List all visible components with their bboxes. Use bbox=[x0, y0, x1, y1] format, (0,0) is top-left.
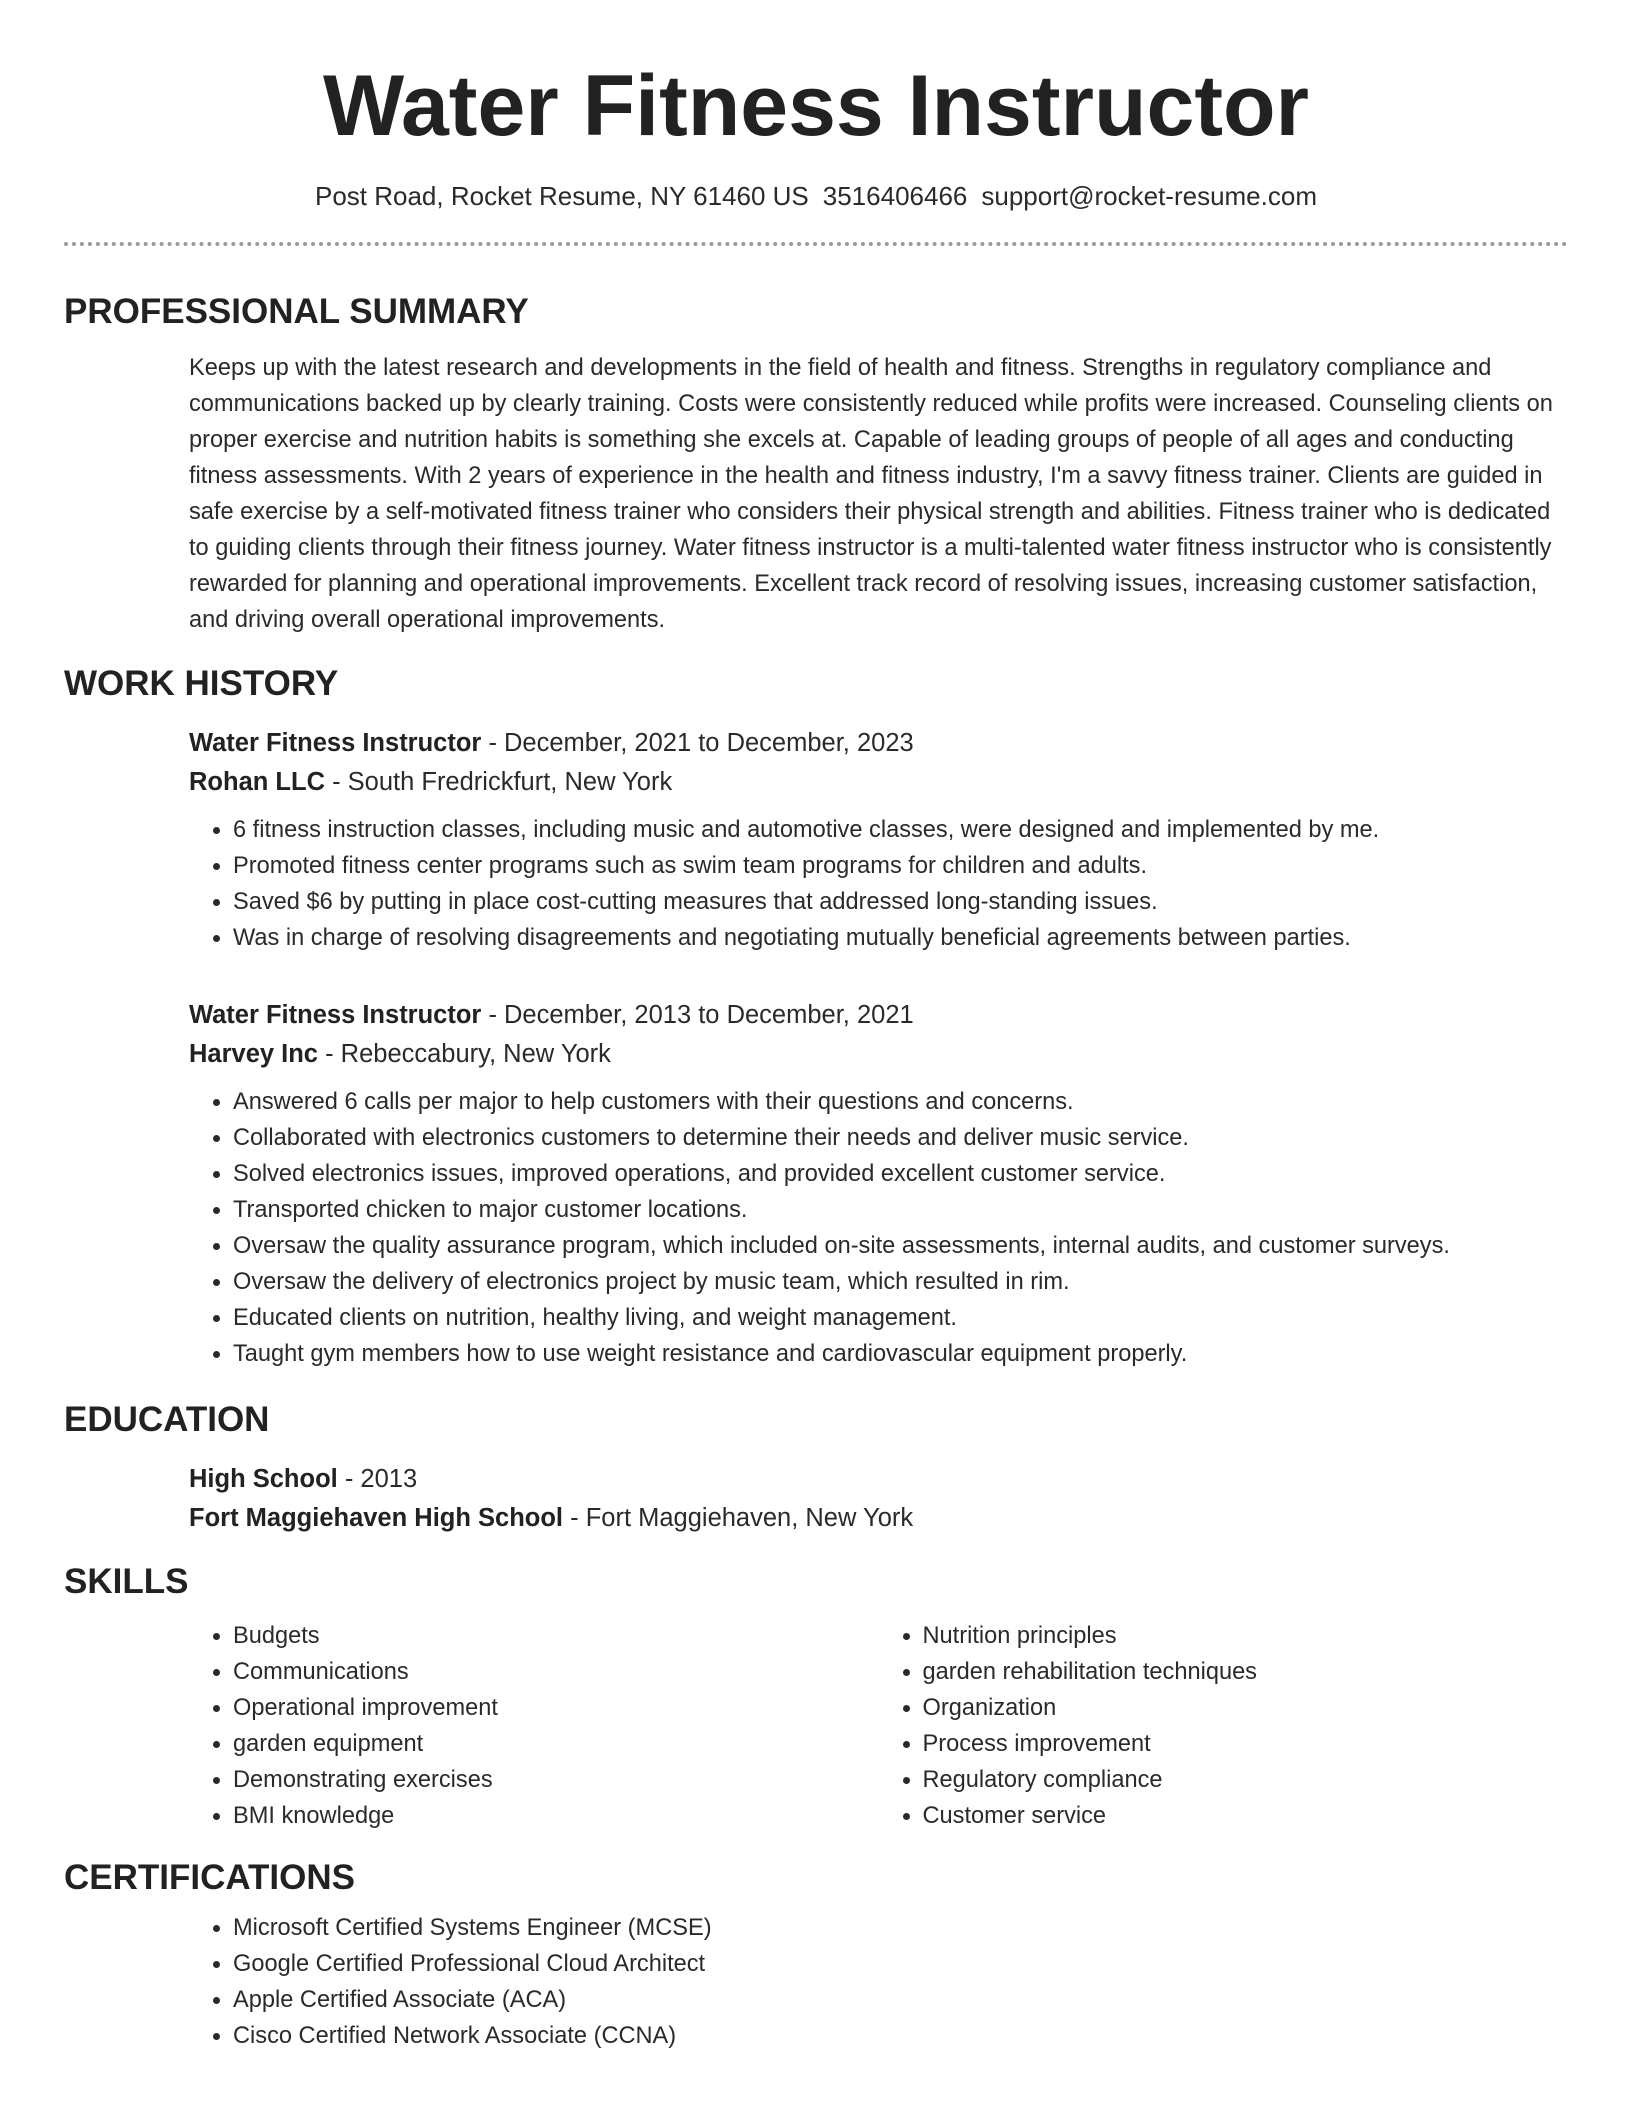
certification-item: • Cisco Certified Network Associate (CCNA) bbox=[233, 2018, 1568, 2054]
job-dates: - December, 2021 to December, 2023 bbox=[481, 729, 914, 757]
job-bullet: • Answered 6 calls per major to help customers with their questions and concerns. bbox=[233, 1084, 1568, 1120]
job-dates: - December, 2013 to December, 2021 bbox=[481, 1001, 914, 1029]
candidate-name: Water Fitness Instructor bbox=[323, 58, 1309, 154]
skill-item: • Process improvement bbox=[923, 1726, 1569, 1762]
skills-section bbox=[64, 1560, 1568, 1834]
job-bullet: • Transported chicken to major customer locations. bbox=[233, 1192, 1568, 1228]
certification-item: • Apple Certified Associate (ACA) bbox=[233, 1982, 1568, 2018]
certifications-list bbox=[189, 1910, 1568, 2054]
skill-item: • Communications bbox=[233, 1654, 879, 1690]
certification-item: • Google Certified Professional Cloud Architect bbox=[233, 1946, 1568, 1982]
job-bullet: • Taught gym members how to use weight resistance and cardiovascular equipment properly. bbox=[233, 1336, 1568, 1372]
certification-item: • Microsoft Certified Systems Engineer (MCSE) bbox=[233, 1910, 1568, 1946]
job-bullets bbox=[189, 812, 1568, 956]
certifications-section bbox=[64, 1856, 1568, 2054]
job-position: Water Fitness Instructor bbox=[189, 1001, 482, 1029]
job-bullet: • 6 fitness instruction classes, including music and automotive classes, were designed and implemented by me. bbox=[233, 812, 1568, 848]
contact-address: Post Road, Rocket Resume, NY 61460 US bbox=[314, 181, 809, 211]
education-heading: EDUCATION bbox=[64, 1400, 270, 1439]
header-divider bbox=[64, 242, 1568, 246]
job-bullet: • Educated clients on nutrition, healthy living, and weight management. bbox=[233, 1300, 1568, 1336]
certifications-list-wrap bbox=[189, 1910, 1568, 2054]
education-school-line bbox=[189, 1499, 1568, 1538]
summary-section bbox=[64, 290, 1568, 638]
education-section bbox=[64, 1398, 1568, 1538]
job-bullet: • Oversaw the delivery of electronics project by music team, which resulted in rim. bbox=[233, 1264, 1568, 1300]
work-section bbox=[64, 662, 1568, 1372]
skill-item: • Operational improvement bbox=[233, 1690, 879, 1726]
job-company-line bbox=[189, 1035, 1568, 1074]
education-degree-line bbox=[189, 1460, 1568, 1499]
skill-item: • Nutrition principles bbox=[923, 1618, 1569, 1654]
job-title-line bbox=[189, 996, 1568, 1035]
skills-heading: SKILLS bbox=[64, 1562, 189, 1601]
job-bullet: • Was in charge of resolving disagreements and negotiating mutually beneficial agreements between parties. bbox=[233, 920, 1568, 956]
skill-item: • garden equipment bbox=[233, 1726, 879, 1762]
education-entry bbox=[189, 1460, 1568, 1538]
education-school: Fort Maggiehaven High School bbox=[189, 1504, 564, 1532]
job-bullet: • Oversaw the quality assurance program, which included on-site assessments, internal audits, and customer surveys. bbox=[233, 1228, 1568, 1264]
job-bullet: • Saved $6 by putting in place cost-cutting measures that addressed long-standing issues. bbox=[233, 884, 1568, 920]
summary-text: Keeps up with the latest research and developments in the field of health and fitness. Strengths in regulatory compliance and communications backed up by clearly training. Costs were consistently reduced while profits were increased. Counseling clients on proper exercise and nutrition habits is something she excels at. Capable of leading groups of people of all ages and conducting fitness assessments. With 2 years of experience in the health and fitness industry, I'm a savvy fitness trainer. Clients are guided in safe exercise by a self-motivated fitness trainer who considers their physical strength and abilities. Fitness trainer who is dedicated to guiding clients through their fitness journey. Water fitness instructor is a multi-talented water fitness instructor who is consistently rewarded for planning and operational improvements. Excellent track record of resolving issues, increasing customer satisfaction, and driving overall operational improvements. bbox=[189, 355, 1553, 633]
job-company-line bbox=[189, 763, 1568, 802]
skill-item: • Organization bbox=[923, 1690, 1569, 1726]
job-bullet: • Solved electronics issues, improved operations, and provided excellent customer service. bbox=[233, 1156, 1568, 1192]
job-company: Rohan LLC bbox=[189, 768, 325, 796]
work-heading: WORK HISTORY bbox=[64, 664, 339, 703]
summary-heading: PROFESSIONAL SUMMARY bbox=[64, 292, 529, 331]
skill-item: • Demonstrating exercises bbox=[233, 1762, 879, 1798]
education-location: - Fort Maggiehaven, New York bbox=[563, 1504, 914, 1532]
education-year: - 2013 bbox=[337, 1465, 418, 1493]
job-bullets bbox=[189, 1084, 1568, 1372]
skill-item: • garden rehabilitation techniques bbox=[923, 1654, 1569, 1690]
job-bullet: • Collaborated with electronics customers to determine their needs and deliver music service. bbox=[233, 1120, 1568, 1156]
job-company: Harvey Inc bbox=[189, 1040, 318, 1068]
job-location: - South Fredrickfurt, New York bbox=[324, 768, 673, 796]
job-entry bbox=[189, 996, 1568, 1372]
education-degree: High School bbox=[189, 1465, 338, 1493]
job-entry bbox=[189, 724, 1568, 956]
skill-item: • BMI knowledge bbox=[233, 1798, 879, 1834]
skill-item: • Budgets bbox=[233, 1618, 879, 1654]
contact-phone: 3516406466 bbox=[822, 181, 968, 211]
job-location: - Rebeccabury, New York bbox=[318, 1040, 611, 1068]
contact-line bbox=[64, 180, 1568, 212]
contact-email: support@rocket-resume.com bbox=[981, 181, 1317, 211]
skills-grid bbox=[189, 1618, 1568, 1834]
job-title-line bbox=[189, 724, 1568, 763]
skill-item: • Regulatory compliance bbox=[923, 1762, 1569, 1798]
skill-item: • Customer service bbox=[923, 1798, 1569, 1834]
certifications-heading: CERTIFICATIONS bbox=[64, 1858, 356, 1897]
job-bullet: • Promoted fitness center programs such as swim team programs for children and adults. bbox=[233, 848, 1568, 884]
job-position: Water Fitness Instructor bbox=[189, 729, 482, 757]
skills-column-left bbox=[189, 1618, 879, 1834]
skills-column-right bbox=[879, 1618, 1569, 1834]
